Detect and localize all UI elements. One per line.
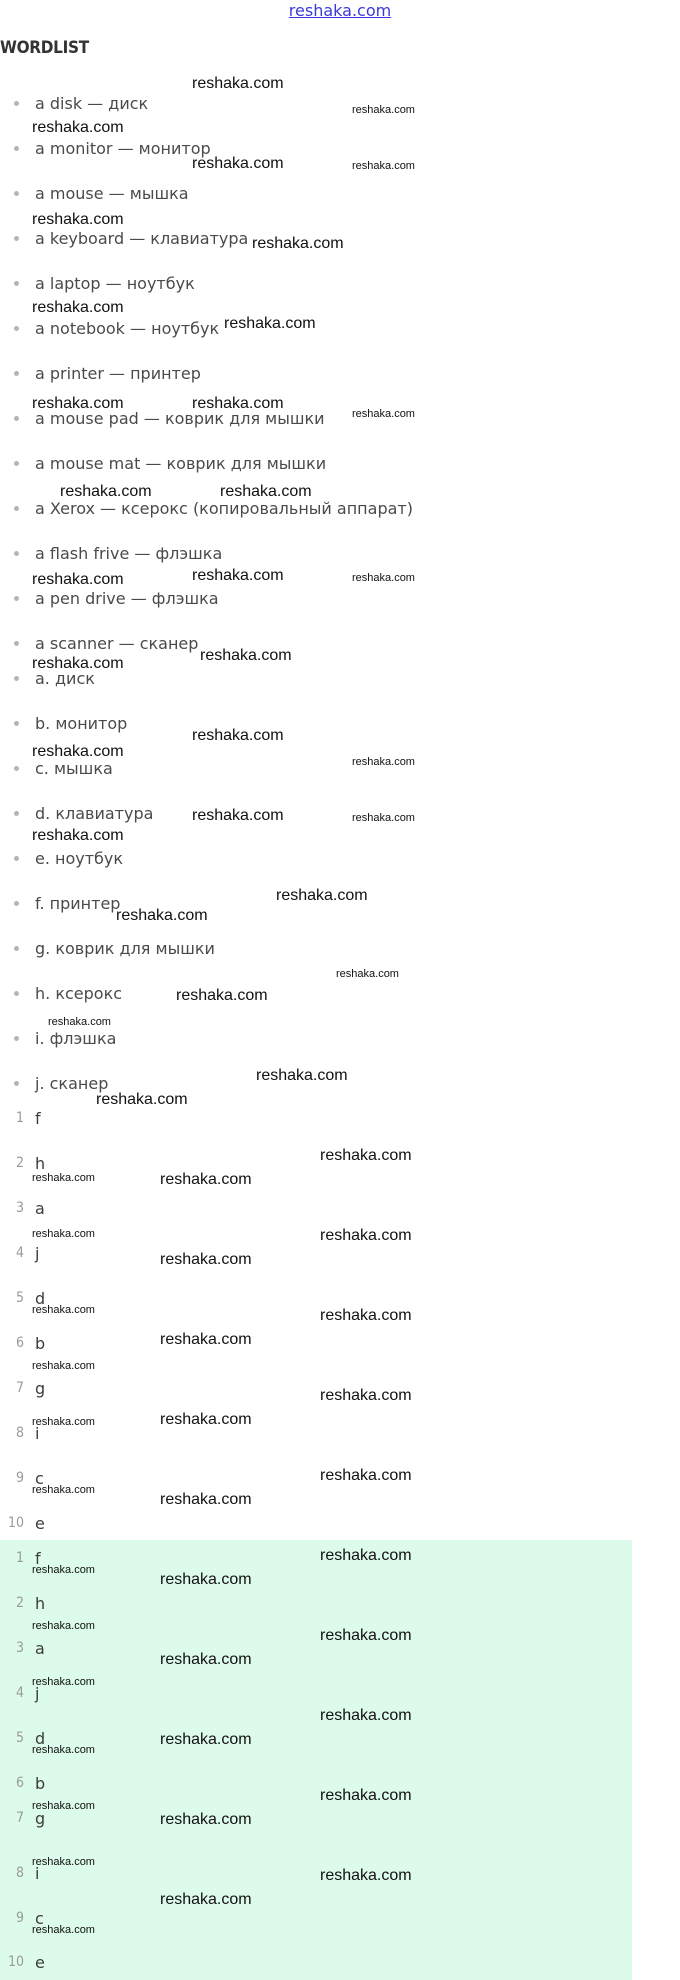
list-item <box>14 847 123 869</box>
bullet-icon <box>14 371 19 376</box>
list-item-text: a. диск <box>35 668 95 688</box>
watermark: reshaka.com <box>32 1564 95 1576</box>
watermark: reshaka.com <box>320 1707 412 1724</box>
list-item <box>14 892 120 914</box>
item-number: 8 <box>15 1425 24 1441</box>
list-item-text: a keyboard — клавиатура <box>35 228 249 248</box>
list-item <box>14 542 222 564</box>
bullet-icon <box>14 596 19 601</box>
watermark: reshaka.com <box>32 655 124 672</box>
bullet-icon <box>14 236 19 241</box>
watermark: reshaka.com <box>352 756 415 768</box>
watermark: reshaka.com <box>192 155 284 172</box>
item-answer: b <box>35 1333 46 1353</box>
watermark: reshaka.com <box>160 1571 252 1588</box>
item-number: 10 <box>7 1954 24 1970</box>
item-answer: d <box>35 1288 46 1308</box>
list-item <box>0 1332 45 1354</box>
list-item <box>14 587 219 609</box>
list-item <box>14 1027 116 1049</box>
watermark: reshaka.com <box>32 1676 95 1688</box>
list-item-text: a mouse pad — коврик для мышки <box>35 408 325 428</box>
list-item <box>14 937 215 959</box>
list-item <box>14 1072 108 1094</box>
item-number: 2 <box>15 1155 24 1171</box>
list-item-text: j. сканер <box>35 1073 109 1093</box>
watermark: reshaka.com <box>252 235 344 252</box>
watermark: reshaka.com <box>320 1787 412 1804</box>
list-item-text: e. ноутбук <box>35 848 124 868</box>
watermark: reshaka.com <box>256 1067 348 1084</box>
watermark: reshaka.com <box>32 571 124 588</box>
item-number: 9 <box>15 1470 24 1486</box>
watermark: reshaka.com <box>192 567 284 584</box>
watermark: reshaka.com <box>48 1016 111 1028</box>
watermark: reshaka.com <box>320 1307 412 1324</box>
bullet-icon <box>14 766 19 771</box>
item-number: 1 <box>15 1110 24 1126</box>
watermark: reshaka.com <box>32 1360 95 1372</box>
list-item-text: c. мышка <box>35 758 113 778</box>
list-item <box>14 317 219 339</box>
list-item-text: a monitor — монитор <box>35 138 211 158</box>
watermark: reshaka.com <box>32 1484 95 1496</box>
bullet-icon <box>14 641 19 646</box>
bullet-icon <box>14 721 19 726</box>
watermark: reshaka.com <box>32 1924 95 1936</box>
item-answer: c <box>35 1468 44 1488</box>
list-item <box>14 982 122 1004</box>
item-answer: f <box>35 1108 41 1128</box>
watermark: reshaka.com <box>200 647 292 664</box>
item-answer: i <box>35 1423 40 1443</box>
list-item <box>0 1152 45 1174</box>
list-item-text: a printer — принтер <box>35 363 201 383</box>
watermark: reshaka.com <box>32 827 124 844</box>
item-answer: f <box>35 1548 41 1568</box>
watermark: reshaka.com <box>160 1651 252 1668</box>
watermark: reshaka.com <box>160 1411 252 1428</box>
list-item <box>0 1592 45 1614</box>
watermark: reshaka.com <box>32 1744 95 1756</box>
list-item <box>0 1772 45 1794</box>
bullet-icon <box>14 191 19 196</box>
list-item <box>14 362 201 384</box>
list-item-text: g. коврик для мышки <box>35 938 215 958</box>
list-item <box>0 1197 45 1219</box>
item-answer: h <box>35 1153 46 1173</box>
list-item-text: b. монитор <box>35 713 128 733</box>
watermark: reshaka.com <box>352 160 415 172</box>
item-number: 10 <box>7 1515 24 1531</box>
item-number: 3 <box>15 1200 24 1216</box>
list-item-text: a Xerox — ксерокс (копировальный аппарат) <box>35 498 413 518</box>
list-item-text: i. флэшка <box>35 1028 117 1048</box>
list-item <box>14 272 195 294</box>
bullet-icon <box>14 551 19 556</box>
item-answer: a <box>35 1638 45 1658</box>
watermark: reshaka.com <box>320 1387 412 1404</box>
watermark: reshaka.com <box>352 104 415 116</box>
item-number: 6 <box>15 1775 24 1791</box>
list-item <box>0 1512 45 1534</box>
item-number: 6 <box>15 1335 24 1351</box>
bullet-icon <box>14 506 19 511</box>
item-answer: e <box>35 1513 45 1533</box>
watermark: reshaka.com <box>116 907 208 924</box>
watermark: reshaka.com <box>320 1867 412 1884</box>
list-item <box>0 1377 45 1399</box>
list-item-text: a disk — диск <box>35 93 149 113</box>
watermark: reshaka.com <box>160 1811 252 1828</box>
list-item-text: f. принтер <box>35 893 121 913</box>
bullet-icon <box>14 461 19 466</box>
list-item <box>0 1637 45 1659</box>
watermark: reshaka.com <box>32 743 124 760</box>
bullet-icon <box>14 901 19 906</box>
item-answer: b <box>35 1773 46 1793</box>
item-number: 9 <box>15 1910 24 1926</box>
item-number: 5 <box>15 1290 24 1306</box>
bullet-icon <box>14 991 19 996</box>
watermark: reshaka.com <box>176 987 268 1004</box>
watermark: reshaka.com <box>32 1620 95 1632</box>
list-item-text: a notebook — ноутбук <box>35 318 220 338</box>
watermark: reshaka.com <box>160 1251 252 1268</box>
watermark: reshaka.com <box>96 1091 188 1108</box>
list-item <box>14 182 189 204</box>
bullet-icon <box>14 326 19 331</box>
watermark: reshaka.com <box>160 1891 252 1908</box>
list-item-text: d. клавиатура <box>35 803 154 823</box>
bullet-icon <box>14 101 19 106</box>
item-answer: d <box>35 1728 46 1748</box>
item-number: 4 <box>15 1685 24 1701</box>
item-number: 8 <box>15 1865 24 1881</box>
list-item <box>14 137 211 159</box>
top-site-link[interactable]: reshaka.com <box>288 1 392 20</box>
watermark: reshaka.com <box>224 315 316 332</box>
list-item-text: h. ксерокс <box>35 983 123 1003</box>
item-number: 4 <box>15 1245 24 1261</box>
watermark: reshaka.com <box>32 1304 95 1316</box>
watermark: reshaka.com <box>32 211 124 228</box>
list-item <box>14 92 148 114</box>
item-number: 5 <box>15 1730 24 1746</box>
watermark: reshaka.com <box>60 483 152 500</box>
item-number: 7 <box>15 1810 24 1826</box>
item-number: 7 <box>15 1380 24 1396</box>
list-item <box>0 1107 41 1129</box>
answer-highlight-block <box>0 1540 632 1980</box>
bullet-icon <box>14 1036 19 1041</box>
item-answer: h <box>35 1593 46 1613</box>
watermark: reshaka.com <box>192 727 284 744</box>
watermark: reshaka.com <box>160 1331 252 1348</box>
bullet-icon <box>14 811 19 816</box>
list-item <box>14 712 127 734</box>
list-item-text: a mouse — мышка <box>35 183 189 203</box>
list-item <box>0 1951 45 1973</box>
list-item <box>14 632 198 654</box>
watermark: reshaka.com <box>160 1171 252 1188</box>
watermark: reshaka.com <box>336 968 399 980</box>
list-item <box>14 227 248 249</box>
list-item <box>14 802 153 824</box>
item-answer: g <box>35 1808 46 1828</box>
item-answer: j <box>35 1683 40 1703</box>
watermark: reshaka.com <box>320 1627 412 1644</box>
item-answer: g <box>35 1378 46 1398</box>
item-answer: c <box>35 1908 44 1928</box>
list-item-text: a flash frive — флэшка <box>35 543 223 563</box>
watermark: reshaka.com <box>160 1491 252 1508</box>
bullet-icon <box>14 146 19 151</box>
item-number: 2 <box>15 1595 24 1611</box>
bullet-icon <box>14 1081 19 1086</box>
list-item-text: a mouse mat — коврик для мышки <box>35 453 327 473</box>
watermark: reshaka.com <box>192 75 284 92</box>
watermark: reshaka.com <box>352 408 415 420</box>
watermark: reshaka.com <box>352 572 415 584</box>
watermark: reshaka.com <box>32 1172 95 1184</box>
bullet-icon <box>14 856 19 861</box>
item-number: 3 <box>15 1640 24 1656</box>
watermark: reshaka.com <box>320 1227 412 1244</box>
item-answer: j <box>35 1243 40 1263</box>
list-item <box>0 1242 39 1264</box>
watermark: reshaka.com <box>352 812 415 824</box>
watermark: reshaka.com <box>32 1416 95 1428</box>
watermark: reshaka.com <box>220 483 312 500</box>
watermark: reshaka.com <box>320 1147 412 1164</box>
list-item <box>14 452 326 474</box>
item-answer: i <box>35 1863 40 1883</box>
list-item-text: a scanner — сканер <box>35 633 199 653</box>
watermark: reshaka.com <box>160 1731 252 1748</box>
bullet-icon <box>14 676 19 681</box>
watermark: reshaka.com <box>32 119 124 136</box>
watermark: reshaka.com <box>32 1856 95 1868</box>
watermark: reshaka.com <box>192 395 284 412</box>
watermark: reshaka.com <box>32 1228 95 1240</box>
watermark: reshaka.com <box>320 1467 412 1484</box>
watermark: reshaka.com <box>276 887 368 904</box>
item-answer: e <box>35 1952 45 1972</box>
item-number: 1 <box>15 1550 24 1566</box>
watermark: reshaka.com <box>32 395 124 412</box>
watermark: reshaka.com <box>192 807 284 824</box>
watermark: reshaka.com <box>320 1547 412 1564</box>
bullet-icon <box>14 281 19 286</box>
page-title: WORDLIST <box>0 38 89 58</box>
list-item-text: a laptop — ноутбук <box>35 273 195 293</box>
list-item-text: a pen drive — флэшка <box>35 588 219 608</box>
item-answer: a <box>35 1198 45 1218</box>
watermark: reshaka.com <box>32 1800 95 1812</box>
bullet-icon <box>14 416 19 421</box>
bullet-icon <box>14 946 19 951</box>
watermark: reshaka.com <box>32 299 124 316</box>
